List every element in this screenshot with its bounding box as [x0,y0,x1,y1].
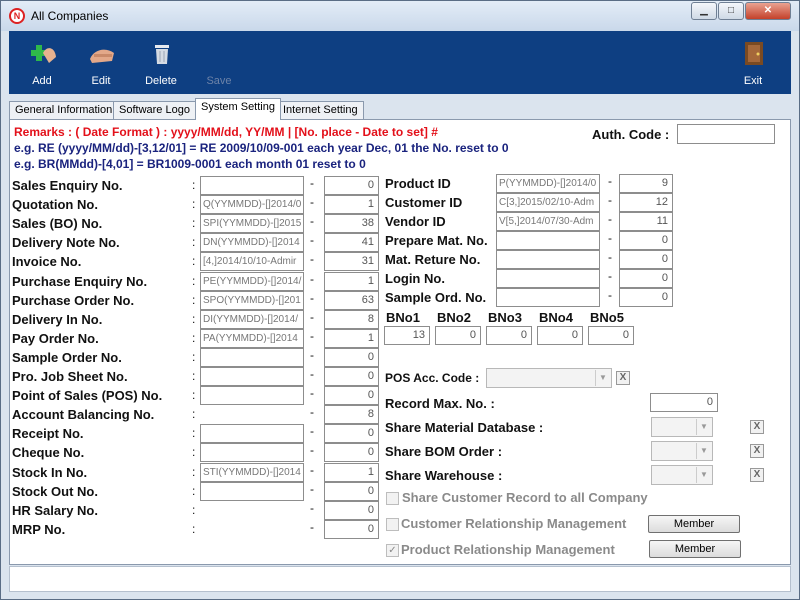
left-row-label: MRP No. [12,521,66,537]
left-row-format-input[interactable] [200,367,304,386]
system-setting-panel [9,119,791,565]
left-row-label: Stock Out No. [12,483,98,499]
remarks-line-3: e.g. BR(MMdd)-[4,01] = BR1009-0001 each month 01 reset to 0 [14,157,366,171]
left-row-number-input[interactable]: 31 [324,252,379,271]
minimize-button[interactable]: ▁ [691,2,717,20]
bno-label: BNo3 [488,310,522,325]
dash-separator: - [608,231,612,245]
left-row-number-input[interactable]: 0 [324,501,379,520]
left-row-label: Sales (BO) No. [12,216,103,232]
dash-separator: - [310,176,314,190]
left-row-format-input[interactable]: PE(YYMMDD)-[]2014/ [200,272,304,291]
chevron-down-icon: ▼ [696,443,711,459]
left-row-number-input[interactable]: 1 [324,272,379,291]
share-bom-clear-button[interactable]: X [750,444,764,458]
window-title: All Companies [31,9,109,23]
exit-button[interactable] [723,31,783,94]
record-max-input[interactable]: 0 [650,393,718,412]
share-material-clear-button[interactable]: X [750,420,764,434]
left-row-number-input[interactable]: 0 [324,367,379,386]
left-row-label: Receipt No. [12,426,84,442]
maximize-button[interactable]: □ [718,2,744,20]
bno-label: BNo4 [539,310,573,325]
colon-separator: : [192,388,196,403]
dash-separator: - [608,288,612,302]
exit-door-icon [740,39,768,67]
share-material-select[interactable] [651,417,713,437]
left-row-format-input[interactable]: STI(YYMMDD)-[]2014 [200,463,304,482]
dash-separator: - [310,462,314,477]
right-row-number-input[interactable]: 9 [619,174,673,193]
left-row-label: Pro. Job Sheet No. [12,369,128,384]
left-row-number-input[interactable]: 0 [324,520,379,539]
bno-label: BNo1 [386,310,420,325]
right-row-format-input[interactable] [496,250,600,269]
tab-system-setting[interactable]: System Setting [195,98,281,120]
colon-separator: : [192,369,196,383]
crm-member-button[interactable]: Member [648,515,740,533]
left-row-label: HR Salary No. [12,502,98,518]
left-row-number-input[interactable]: 63 [324,291,379,310]
pos-acc-code-label: POS Acc. Code : [385,371,480,385]
left-row-label: Purchase Order No. [12,292,135,308]
left-row-format-input[interactable] [200,386,304,405]
bno-label: BNo5 [590,310,624,325]
tab-software-logo[interactable]: Software Logo [113,101,196,120]
left-row-number-input[interactable]: 1 [324,195,379,214]
left-row-label: Sales Enquiry No. [12,178,123,193]
right-row-number-input[interactable]: 0 [619,288,673,307]
left-row-number-input[interactable]: 8 [324,405,379,424]
edit-label: Edit [91,75,111,87]
colon-separator: : [192,502,196,517]
colon-separator: : [192,292,196,307]
left-row-label: Delivery Note No. [12,235,120,251]
title-bar[interactable] [1,1,799,31]
share-warehouse-label: Share Warehouse : [385,468,503,483]
share-warehouse-clear-button[interactable]: X [750,468,764,482]
right-row-label: Login No. [385,271,445,286]
dash-separator: - [310,328,314,343]
dash-separator: - [310,481,314,496]
dash-separator: - [310,500,314,515]
exit-label: Exit [743,75,763,87]
left-row-number-input[interactable]: 1 [324,329,379,348]
left-row-format-input[interactable]: DI(YYMMDD)-[]2014/ [200,310,304,329]
dash-separator: - [608,269,612,283]
left-row-format-input[interactable] [200,176,304,195]
right-row-label: Prepare Mat. No. [385,233,488,248]
left-row-number-input[interactable]: 0 [324,443,379,462]
dash-separator: - [310,233,314,248]
right-row-label: Sample Ord. No. [385,290,487,305]
colon-separator: : [192,254,196,269]
right-row-format-input[interactable] [496,231,600,250]
right-row-format-input[interactable]: C[3,]2015/02/10-Adm [496,193,600,212]
close-button[interactable]: ✕ [745,2,791,20]
toolbar [9,31,791,94]
colon-separator: : [192,216,196,231]
left-row-label: Cheque No. [12,445,85,461]
left-row-label: Purchase Enquiry No. [12,273,148,289]
left-row-format-input[interactable]: Q(YYMMDD)-[]2014/0 [200,195,304,214]
dash-separator: - [310,405,314,420]
colon-separator: : [192,311,196,326]
dash-separator: - [608,212,612,226]
left-row-number-input[interactable]: 1 [324,463,379,482]
dash-separator: - [310,252,314,267]
colon-separator: : [192,273,196,288]
pos-acc-code-select[interactable] [486,368,612,388]
left-row-format-input[interactable] [200,443,304,462]
left-row-number-input[interactable]: 0 [324,424,379,443]
left-row-number-input[interactable]: 0 [324,482,379,501]
colon-separator: : [192,445,196,460]
save-label: Save [206,75,232,87]
right-row-label: Mat. Reture No. [385,252,481,267]
colon-separator: : [192,464,196,479]
delete-label: Delete [145,75,177,87]
left-row-number-input[interactable]: 0 [324,348,379,367]
left-row-label: Stock In No. [12,464,88,480]
left-row-number-input[interactable]: 0 [324,386,379,405]
left-row-label: Pay Order No. [12,330,99,346]
left-row-label: Delivery In No. [12,311,103,327]
colon-separator: : [192,197,196,212]
edit-button[interactable] [71,31,131,94]
right-row-number-input[interactable]: 11 [619,212,673,231]
bno-input[interactable]: 0 [588,326,634,345]
colon-separator: : [192,178,196,192]
right-row-format-input[interactable]: V[5,]2014/07/30-Adm [496,212,600,231]
left-row-format-input[interactable]: SPI(YYMMDD)-[]2015 [200,214,304,233]
colon-separator: : [192,330,196,345]
dash-separator: - [310,367,314,381]
auth-code-label: Auth. Code : [592,127,670,142]
right-row-label: Customer ID [385,195,463,210]
trash-icon [148,39,176,67]
bno-input[interactable]: 0 [486,326,532,345]
right-row-number-input[interactable]: 0 [619,250,673,269]
left-row-format-input[interactable] [200,348,304,367]
add-label: Add [32,75,52,87]
right-row-number-input[interactable]: 0 [619,269,673,288]
left-row-format-input[interactable]: SPO(YYMMDD)-[]201 [200,291,304,310]
right-row-number-input[interactable]: 12 [619,193,673,212]
dash-separator: - [310,214,314,229]
left-row-label: Sample Order No. [12,349,122,365]
right-row-format-input[interactable] [496,269,600,288]
left-row-label: Invoice No. [12,254,82,270]
right-row-label: Product ID [385,176,451,191]
prm-checkbox[interactable]: ✓ [386,544,399,557]
edit-hand-icon [88,39,116,67]
left-row-number-input[interactable]: 0 [324,176,379,195]
left-row-number-input[interactable]: 41 [324,233,379,252]
bno-input[interactable]: 13 [384,326,430,345]
right-row-number-input[interactable]: 0 [619,231,673,250]
pos-acc-clear-button[interactable]: X [616,371,630,385]
dash-separator: - [608,250,612,264]
auth-code-input[interactable] [677,124,775,144]
left-row-label: Quotation No. [12,197,98,213]
tab-general-information[interactable]: General Information [9,101,118,120]
left-row-format-input[interactable]: PA(YYMMDD)-[]2014 [200,329,304,348]
right-row-format-input[interactable]: P(YYMMDD)-[]2014/0 [496,174,600,193]
colon-separator: : [192,521,196,536]
dash-separator: - [310,519,314,534]
chevron-down-icon: ▼ [595,370,610,386]
dash-separator: - [310,290,314,305]
colon-separator: : [192,426,196,441]
share-customer-record-label: Share Customer Record to all Company [402,490,648,505]
right-row-format-input[interactable] [496,288,600,307]
save-button[interactable] [189,31,249,94]
dash-separator: - [310,309,314,324]
tab-internet-setting[interactable]: Internet Setting [277,101,364,120]
bno-input[interactable]: 0 [537,326,583,345]
bno-input[interactable]: 0 [435,326,481,345]
colon-separator: : [192,235,196,250]
left-row-format-input[interactable]: DN(YYMMDD)-[]2014 [200,233,304,252]
dash-separator: - [310,424,314,439]
left-row-format-input[interactable] [200,424,304,443]
app-logo-icon: N [9,8,25,24]
crm-checkbox[interactable] [386,518,399,531]
dash-separator: - [608,174,612,188]
prm-label: Product Relationship Management [401,542,615,557]
right-row-label: Vendor ID [385,214,446,229]
dash-separator: - [310,386,314,401]
dash-separator: - [608,193,612,207]
dash-separator: - [310,443,314,458]
chevron-down-icon: ▼ [696,419,711,435]
delete-button[interactable] [131,31,191,94]
record-max-label: Record Max. No. : [385,396,495,411]
crm-label: Customer Relationship Management [401,516,627,531]
left-row-format-input[interactable]: [4,]2014/10/10-Admir [200,252,304,271]
share-bom-select[interactable] [651,441,713,461]
left-row-format-input[interactable] [200,482,304,501]
share-material-label: Share Material Database : [385,420,544,435]
dash-separator: - [310,271,314,286]
status-bar [9,566,791,592]
colon-separator: : [192,483,196,498]
bno-label: BNo2 [437,310,471,325]
remarks-line-2: e.g. RE (yyyy/MM/dd)-[3,12/01] = RE 2009/10/09-001 each year Dec, 01 the No. reset to 0 [14,141,509,155]
add-user-icon [29,39,57,67]
colon-separator: : [192,407,196,422]
dash-separator: - [310,195,314,210]
left-row-label: Account Balancing No. [12,407,155,423]
chevron-down-icon: ▼ [696,467,711,483]
share-warehouse-select[interactable] [651,465,713,485]
left-row-number-input[interactable]: 8 [324,310,379,329]
prm-member-button[interactable]: Member [649,540,741,558]
colon-separator: : [192,349,196,364]
left-row-number-input[interactable]: 38 [324,214,379,233]
left-row-label: Point of Sales (POS) No. [12,388,163,404]
add-button[interactable] [12,31,72,94]
share-bom-label: Share BOM Order : [385,444,503,459]
dash-separator: - [310,347,314,362]
remarks-line-1: Remarks : ( Date Format ) : yyyy/MM/dd, YY/MM | [No. place - Date to set] # [14,125,438,139]
share-customer-record-checkbox[interactable] [386,492,399,505]
